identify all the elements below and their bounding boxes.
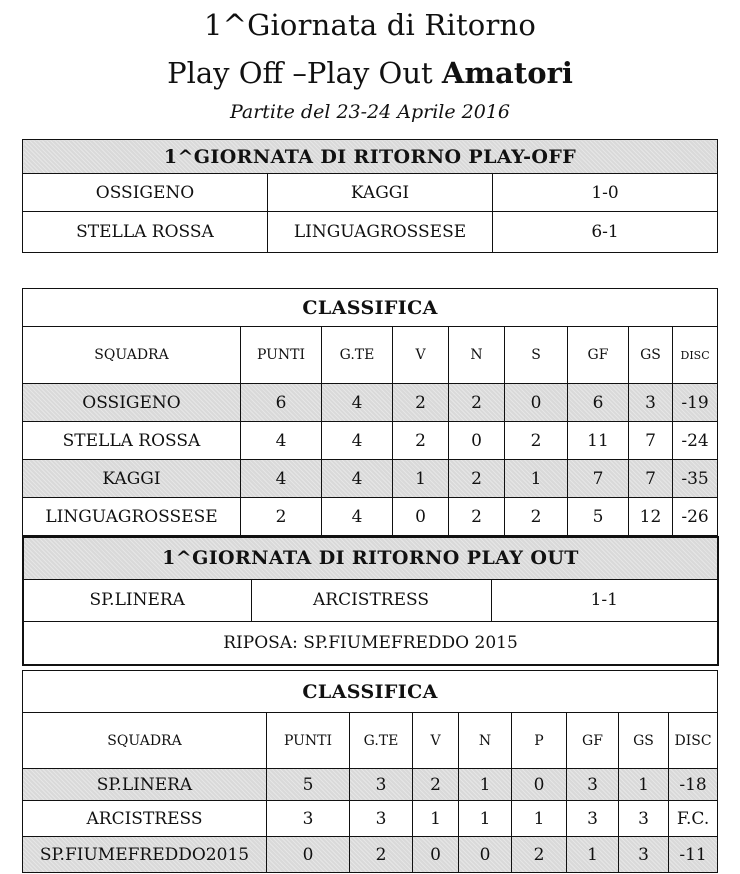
header-squadra: SQUADRA — [23, 327, 241, 384]
cell-punti: 3 — [267, 801, 350, 837]
subtitle-text: Play Off –Play Out — [167, 56, 442, 90]
cell-gte: 4 — [322, 460, 393, 498]
header-v: V — [393, 327, 449, 384]
home-team: SP.LINERA — [23, 579, 251, 621]
standings-title: CLASSIFICA — [23, 289, 718, 327]
cell-n: 0 — [459, 837, 512, 873]
cell-v: 0 — [393, 498, 449, 536]
date-line: Partite del 23-24 Aprile 2016 — [229, 101, 511, 123]
header-gf: GF — [568, 327, 629, 384]
table-row — [23, 384, 718, 422]
cell-gf: 1 — [567, 837, 619, 873]
subtitle-bold: Amatori — [441, 56, 573, 90]
away-team: LINGUAGROSSESE — [268, 212, 493, 253]
cell-gs: 7 — [629, 422, 673, 460]
cell-v: 1 — [393, 460, 449, 498]
cell-gf: 3 — [567, 769, 619, 801]
cell-s: 0 — [505, 384, 568, 422]
cell-v: 0 — [413, 837, 459, 873]
cell-punti: 2 — [241, 498, 322, 536]
cell-disc: -18 — [669, 769, 718, 801]
cell-disc: -19 — [673, 384, 718, 422]
cell-gf: 5 — [568, 498, 629, 536]
standings-table-playoff — [22, 288, 718, 536]
cell-n: 0 — [449, 422, 505, 460]
cell-gs: 7 — [629, 460, 673, 498]
cell-gte: 3 — [350, 801, 413, 837]
header-n: N — [449, 327, 505, 384]
cell-disc: -24 — [673, 422, 718, 460]
table-row — [23, 422, 718, 460]
cell-disc: -35 — [673, 460, 718, 498]
match-row — [23, 579, 718, 621]
cell-gs: 12 — [629, 498, 673, 536]
cell-v: 2 — [393, 384, 449, 422]
playoff-title: 1^GIORNATA DI RITORNO PLAY-OFF — [23, 140, 718, 174]
cell-p: 1 — [512, 801, 567, 837]
playout-title: 1^GIORNATA DI RITORNO PLAY OUT — [23, 537, 718, 579]
standings-header-row — [23, 713, 718, 769]
table-row — [23, 460, 718, 498]
cell-team: ARCISTRESS — [23, 801, 267, 837]
home-team: STELLA ROSSA — [23, 212, 268, 253]
cell-gte: 4 — [322, 422, 393, 460]
cell-punti: 0 — [267, 837, 350, 873]
cell-disc: -26 — [673, 498, 718, 536]
score: 1-0 — [493, 174, 718, 212]
cell-gte: 4 — [322, 384, 393, 422]
cell-gf: 11 — [568, 422, 629, 460]
standings-title-row — [23, 671, 718, 713]
table-row — [23, 837, 718, 873]
home-team: OSSIGENO — [23, 174, 268, 212]
standings-title: CLASSIFICA — [23, 671, 718, 713]
cell-n: 2 — [449, 460, 505, 498]
header-n: N — [459, 713, 512, 769]
match-row — [23, 212, 718, 253]
cell-n: 1 — [459, 801, 512, 837]
cell-gs: 3 — [629, 384, 673, 422]
cell-gf: 3 — [567, 801, 619, 837]
cell-v: 2 — [413, 769, 459, 801]
playoff-table — [22, 139, 718, 253]
standings-title-row — [23, 289, 718, 327]
cell-team: STELLA ROSSA — [23, 422, 241, 460]
header-punti: PUNTI — [267, 713, 350, 769]
header-gf: GF — [567, 713, 619, 769]
header-gte: G.TE — [322, 327, 393, 384]
score: 6-1 — [493, 212, 718, 253]
playout-title-row — [23, 537, 718, 579]
cell-gs: 1 — [619, 769, 669, 801]
header-disc: DISC — [669, 713, 718, 769]
cell-disc: F.C. — [669, 801, 718, 837]
score: 1-1 — [491, 579, 718, 621]
cell-gs: 3 — [619, 801, 669, 837]
header-gte: G.TE — [350, 713, 413, 769]
cell-team: SP.FIUMEFREDDO2015 — [23, 837, 267, 873]
cell-p: 0 — [512, 769, 567, 801]
away-team: ARCISTRESS — [251, 579, 491, 621]
cell-team: OSSIGENO — [23, 384, 241, 422]
cell-gf: 6 — [568, 384, 629, 422]
cell-punti: 4 — [241, 460, 322, 498]
cell-gte: 2 — [350, 837, 413, 873]
cell-team: LINGUAGROSSESE — [23, 498, 241, 536]
header-s: S — [505, 327, 568, 384]
cell-s: 2 — [505, 422, 568, 460]
away-team: KAGGI — [268, 174, 493, 212]
cell-v: 1 — [413, 801, 459, 837]
playoff-title-row — [23, 140, 718, 174]
rest-team: RIPOSA: SP.FIUMEFREDDO 2015 — [23, 621, 718, 665]
header-p: P — [512, 713, 567, 769]
playout-table — [22, 536, 719, 666]
page-title: 1^Giornata di Ritorno — [203, 8, 537, 42]
header-disc: DISC — [673, 327, 718, 384]
header-squadra: SQUADRA — [23, 713, 267, 769]
standings-header-row — [23, 327, 718, 384]
cell-s: 1 — [505, 460, 568, 498]
cell-punti: 6 — [241, 384, 322, 422]
standings-table-playout — [22, 670, 718, 873]
cell-team: SP.LINERA — [23, 769, 267, 801]
cell-gf: 7 — [568, 460, 629, 498]
rest-row — [23, 621, 718, 665]
table-row — [23, 801, 718, 837]
header-gs: GS — [629, 327, 673, 384]
cell-punti: 4 — [241, 422, 322, 460]
cell-n: 1 — [459, 769, 512, 801]
cell-n: 2 — [449, 384, 505, 422]
cell-gte: 4 — [322, 498, 393, 536]
cell-gte: 3 — [350, 769, 413, 801]
header-v: V — [413, 713, 459, 769]
cell-v: 2 — [393, 422, 449, 460]
cell-team: KAGGI — [23, 460, 241, 498]
table-row — [23, 498, 718, 536]
cell-p: 2 — [512, 837, 567, 873]
match-row — [23, 174, 718, 212]
cell-gs: 3 — [619, 837, 669, 873]
header-gs: GS — [619, 713, 669, 769]
cell-s: 2 — [505, 498, 568, 536]
header-punti: PUNTI — [241, 327, 322, 384]
cell-disc: -11 — [669, 837, 718, 873]
cell-n: 2 — [449, 498, 505, 536]
page-subtitle — [0, 56, 740, 90]
cell-punti: 5 — [267, 769, 350, 801]
table-row — [23, 769, 718, 801]
